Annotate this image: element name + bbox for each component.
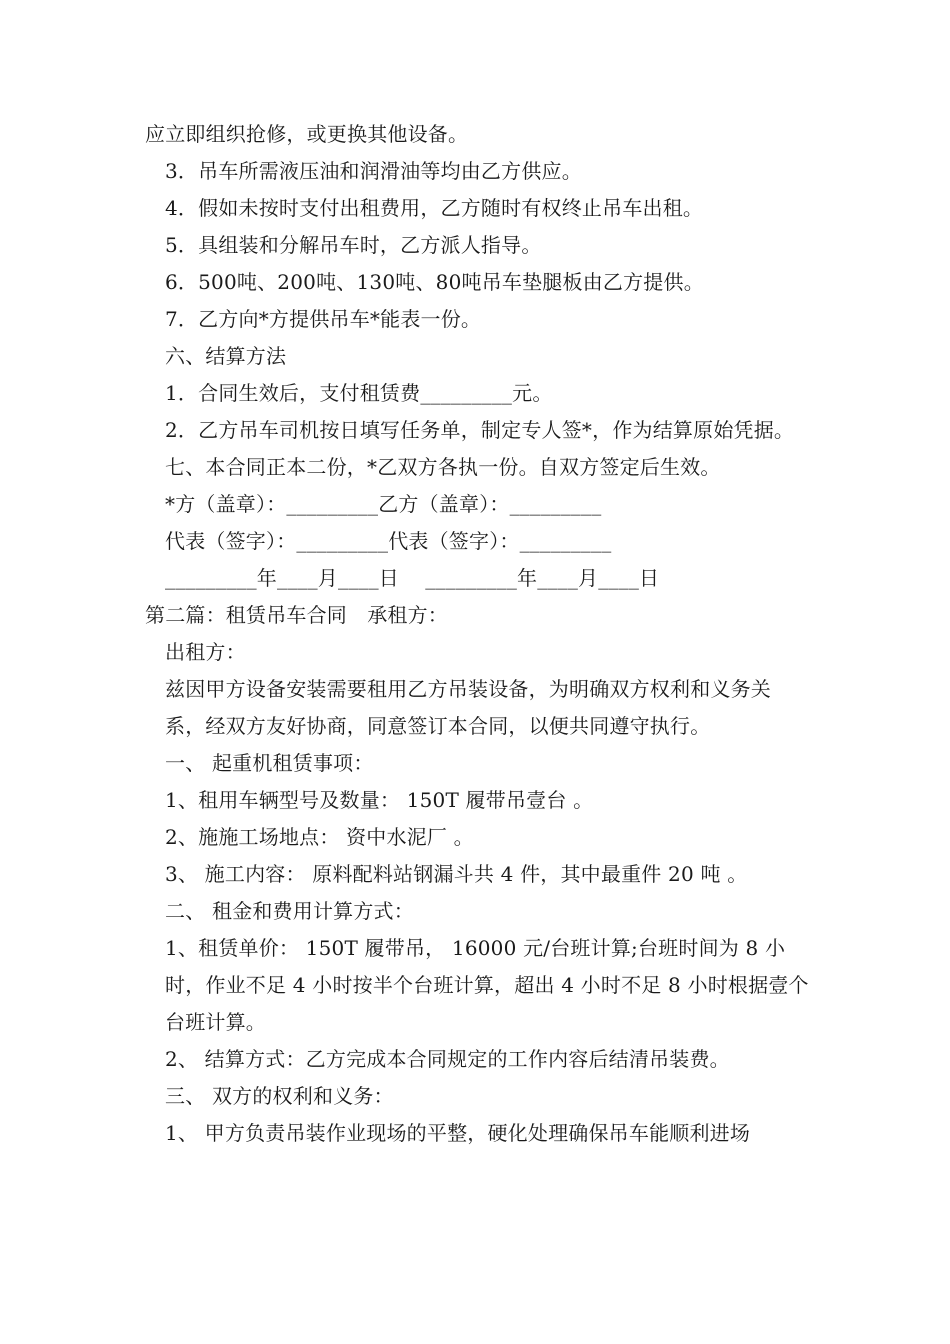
- paragraph-work-content: 3、 施工内容： 原料配料站钢漏斗共 4 件，其中最重件 20 吨 。: [165, 862, 748, 886]
- paragraph-unit-price: 1、租赁单价： 150T 履带吊， 16000 元/台班计算;台班时间为 8 小时，作业不足 4 小时按半个台班计算，超出 4 小时不足 8 小时根据壹个台班计算。: [165, 936, 809, 1034]
- preamble-paragraph: 兹因甲方设备安装需要租用乙方吊装设备，为明确双方权利和义务关系，经双方友好协商，同意签订本合同，以便共同遵守执行。: [165, 677, 771, 738]
- section-heading-rights-duties: 三、 双方的权利和义务：: [165, 1084, 394, 1108]
- paragraph-settlement-2: 2．乙方吊车司机按日填写任务单，制定专人签*，作为结算原始凭据。: [165, 418, 795, 442]
- section-heading-rent-fees: 二、 租金和费用计算方式：: [165, 899, 414, 923]
- signature-date-line: _________年____月____日 _________年____月____日: [165, 566, 660, 590]
- paragraph-party-a-duty: 1、 甲方负责吊装作业现场的平整，硬化处理确保吊车能顺利进场: [165, 1121, 751, 1145]
- lessor-line: 出租方：: [165, 640, 246, 664]
- paragraph-item-5: 5．具组装和分解吊车时，乙方派人指导。: [165, 233, 542, 257]
- paragraph-vehicle-model: 1、租用车辆型号及数量： 150T 履带吊壹台 。: [165, 788, 594, 812]
- paragraph-item-7: 7．乙方向*方提供吊车*能表一份。: [165, 307, 482, 331]
- section-heading-settlement: 六、结算方法: [165, 344, 287, 368]
- signature-representative-line: 代表（签字）：_________代表（签字）：_________: [165, 529, 612, 553]
- paragraph-site-location: 2、施施工场地点： 资中水泥厂 。: [165, 825, 474, 849]
- paragraph-item-4: 4．假如未按时支付出租费用，乙方随时有权终止吊车出租。: [165, 196, 704, 220]
- paragraph-settlement-method: 2、 结算方式：乙方完成本合同规定的工作内容后结清吊装费。: [165, 1047, 730, 1071]
- document-body: [145, 116, 810, 1152]
- paragraph-item-3: 3．吊车所需液压油和润滑油等均由乙方供应。: [165, 159, 582, 183]
- paragraph-settlement-1: 1．合同生效后，支付租赁费_________元。: [165, 381, 553, 405]
- second-contract-title: 第二篇：租赁吊车合同 承租方：: [145, 603, 448, 627]
- signature-seal-line: *方（盖章）：_________乙方（盖章）：_________: [165, 492, 602, 516]
- section-heading-crane-lease: 一、 起重机租赁事项：: [165, 751, 374, 775]
- paragraph-item-6: 6．500吨、200吨、130吨、80吨吊车垫腿板由乙方提供。: [165, 270, 704, 294]
- paragraph-continuation: 应立即组织抢修，或更换其他设备。: [145, 122, 469, 146]
- paragraph-copies: 七、本合同正本二份，*乙双方各执一份。自双方签定后生效。: [165, 455, 721, 479]
